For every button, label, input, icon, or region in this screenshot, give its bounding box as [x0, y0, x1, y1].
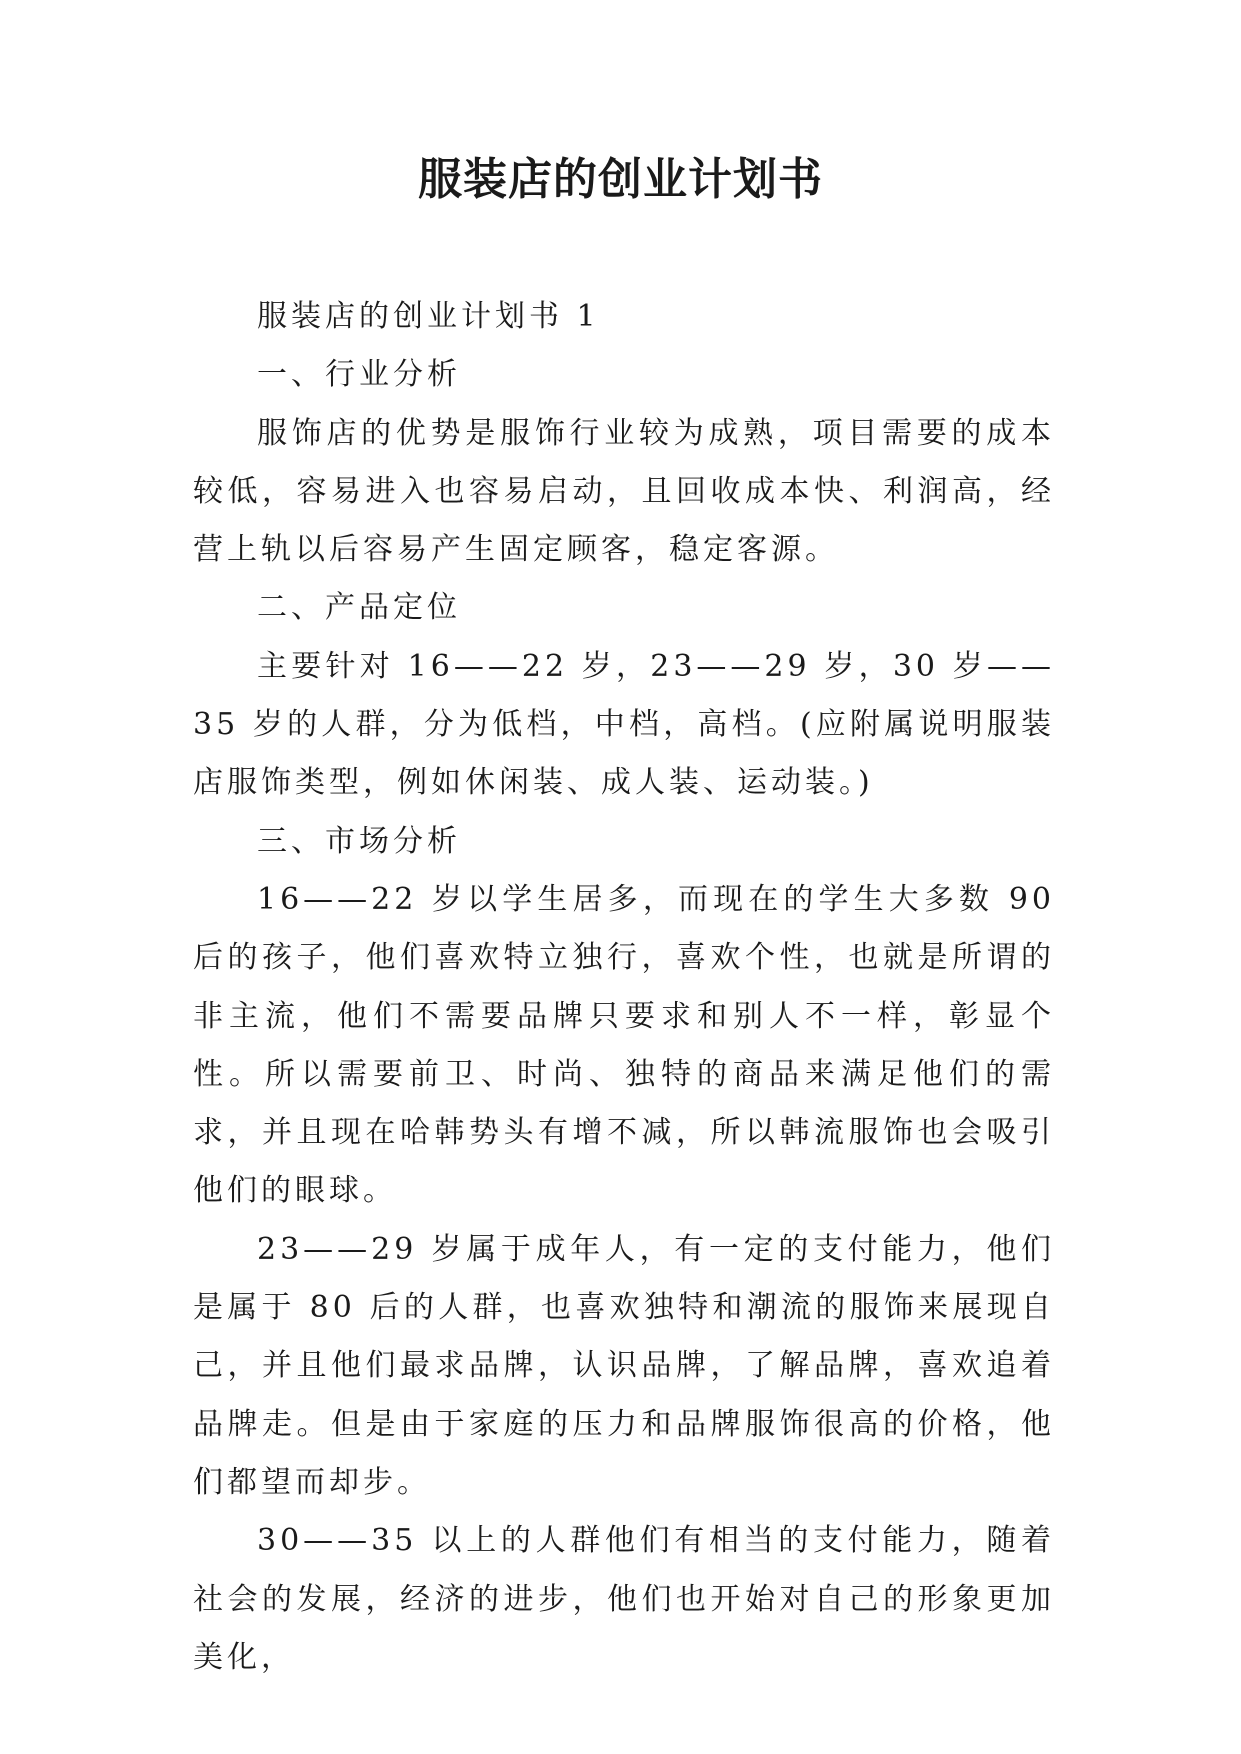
paragraph-product-positioning: 主要针对 16——22 岁，23——29 岁，30 岁——35 岁的人群，分为低档，中档，高档。(应附属说明服装店服饰类型，例如休闲装、成人装、运动装。): [193, 648, 1055, 801]
section-heading-industry-analysis: 一、行业分析: [257, 357, 461, 393]
paragraph-market-16-22: 16——22 岁以学生居多，而现在的学生大多数 90 后的孩子，他们喜欢特立独行，喜欢个性，也就是所谓的非主流，他们不需要品牌只要求和别人不一样，彰显个性。所以需要前卫、时尚、独特的商品来满足他们的需求，并且现在哈韩势头有增不减，所以韩流服饰也会吸引他们的眼球。: [193, 881, 1055, 1209]
plan-heading: 服装店的创业计划书 1: [257, 299, 600, 334]
section-heading-market-analysis: 三、市场分析: [257, 823, 461, 859]
paragraph-market-30-35: 30——35 以上的人群他们有相当的支付能力，随着社会的发展，经济的进步，他们也开始对自己的形象更加美化，: [193, 1523, 1055, 1675]
paragraph-industry-analysis: 服饰店的优势是服饰行业较为成熟，项目需要的成本较低，容易进入也容易启动，且回收成本快、利润高，经营上轨以后容易产生固定顾客，稳定客源。: [193, 415, 1055, 568]
document-title: 服装店的创业计划书: [418, 154, 823, 205]
section-heading-product-positioning: 二、产品定位: [257, 590, 461, 626]
paragraph-market-23-29: 23——29 岁属于成年人，有一定的支付能力，他们是属于 80 后的人群，也喜欢独特和潮流的服饰来展现自己，并且他们最求品牌，认识品牌，了解品牌，喜欢追着品牌走。但是由于家庭的压力和品牌服饰很高的价格，他们都望而却步。: [193, 1231, 1055, 1500]
document-body: [193, 288, 1055, 1687]
